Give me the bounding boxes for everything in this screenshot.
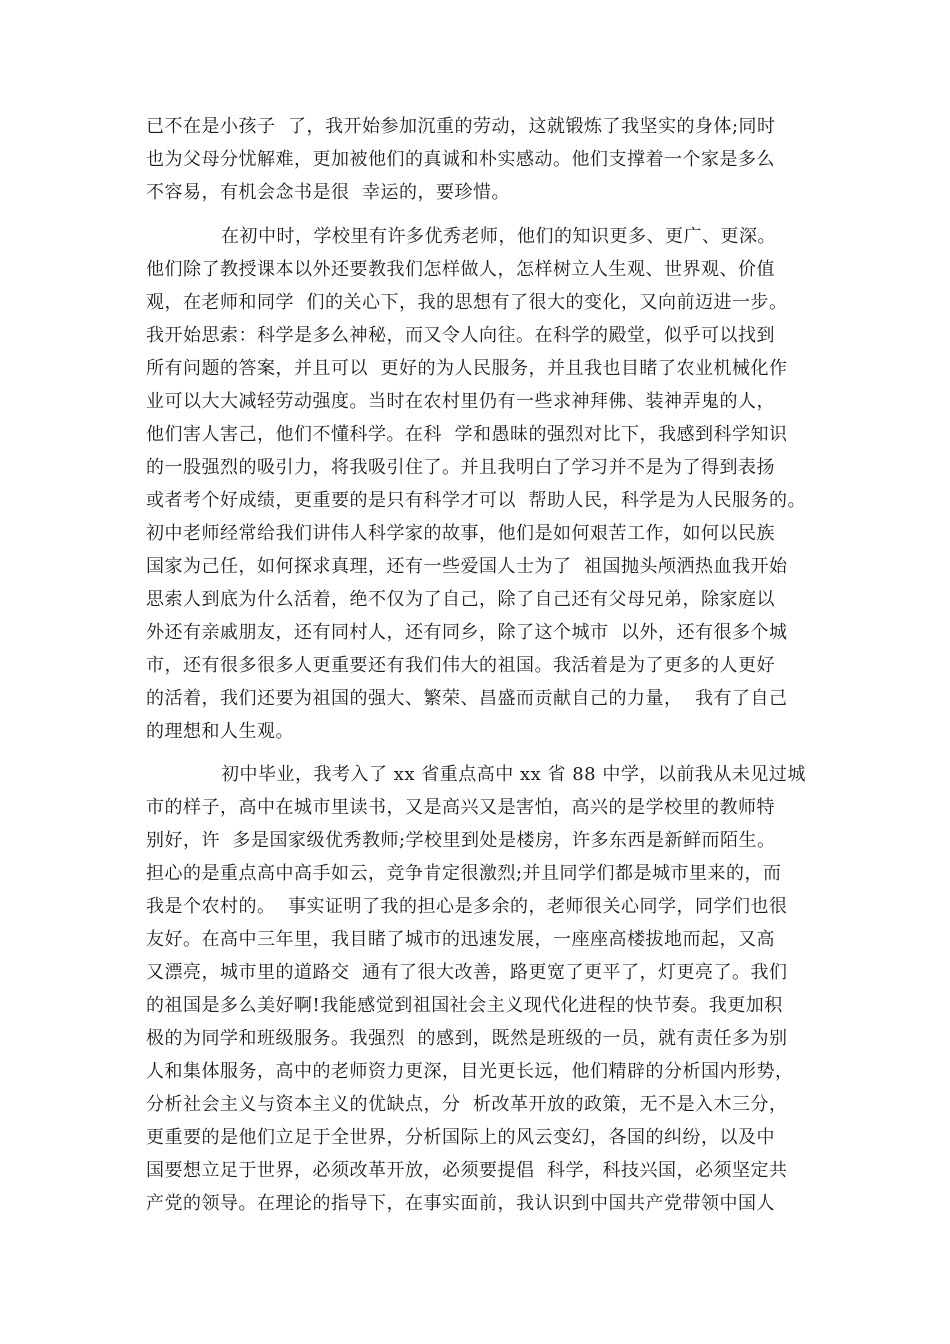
text-line: 我开始思索：科学是多么神秘，而又令人向往。在科学的殿堂，似乎可以找到 bbox=[146, 325, 775, 346]
text-line: 的理想和人生观。 bbox=[146, 721, 294, 742]
text-line: 他们除了教授课本以外还要教我们怎样做人，怎样树立人生观、世界观、价值 bbox=[146, 259, 775, 280]
text-line: 初中毕业，我考入了 xx 省重点高中 xx 省 88 中学，以前我从未见过城 bbox=[221, 764, 806, 785]
text-line: 或者考个好成绩，更重要的是只有科学才可以 帮助人民，科学是为人民服务的。 bbox=[146, 490, 806, 511]
text-line: 别好，许 多是国家级优秀教师;学校里到处是楼房，许多东西是新鲜而陌生。 bbox=[146, 830, 776, 851]
text-line: 的活着，我们还要为祖国的强大、繁荣、昌盛而贡献自己的力量， 我有了自己 bbox=[146, 688, 788, 709]
text-line: 又漂亮，城市里的道路交 通有了很大改善，路更宽了更平了，灯更亮了。我们 bbox=[146, 962, 788, 983]
text-line: 极的为同学和班级服务。我强烈 的感到，既然是班级的一员，就有责任多为别 bbox=[146, 1028, 788, 1049]
text-line: 初中老师经常给我们讲伟人科学家的故事，他们是如何艰苦工作，如何以民族 bbox=[146, 523, 775, 544]
text-line: 国要想立足于世界，必须改革开放，必须要提倡 科学，科技兴国，必须坚定共 bbox=[146, 1160, 788, 1181]
text-line: 担心的是重点高中高手如云，竞争肯定很激烈;并且同学们都是城市里来的，而 bbox=[146, 863, 782, 884]
text-line: 更重要的是他们立足于全世界，分析国际上的风云变幻，各国的纠纷，以及中 bbox=[146, 1127, 775, 1148]
text-line: 所有问题的答案，并且可以 更好的为人民服务，并且我也目睹了农业机械化作 bbox=[146, 358, 788, 379]
text-line: 市的样子，高中在城市里读书，又是高兴又是害怕，高兴的是学校里的教师特 bbox=[146, 797, 775, 818]
text-line: 我是个农村的。 事实证明了我的担心是多余的，老师很关心同学，同学们也很 bbox=[146, 896, 788, 917]
text-line: 在初中时，学校里有许多优秀老师，他们的知识更多、更广、更深。 bbox=[221, 226, 776, 247]
text-line: 他们害人害己，他们不懂科学。在科 学和愚昧的强烈对比下，我感到科学知识 bbox=[146, 424, 788, 445]
text-line: 市，还有很多很多人更重要还有我们伟大的祖国。我活着是为了更多的人更好 bbox=[146, 655, 775, 676]
text-line: 不容易，有机会念书是很 幸运的，要珍惜。 bbox=[146, 182, 510, 203]
text-line: 产党的领导。在理论的指导下，在事实面前，我认识到中国共产党带领中国人 bbox=[146, 1193, 775, 1214]
text-line: 友好。在高中三年里，我目睹了城市的迅速发展，一座座高楼拔地而起，又高 bbox=[146, 929, 775, 950]
text-line: 也为父母分忧解难，更加被他们的真诚和朴实感动。他们支撑着一个家是多么 bbox=[146, 149, 775, 170]
text-line: 业可以大大减轻劳动强度。当时在农村里仍有一些求神拜佛、装神弄鬼的人， bbox=[146, 391, 775, 412]
text-line: 的一股强烈的吸引力，将我吸引住了。并且我明白了学习并不是为了得到表扬 bbox=[146, 457, 775, 478]
text-line: 分析社会主义与资本主义的优缺点，分 析改革开放的政策，无不是入木三分， bbox=[146, 1094, 788, 1115]
text-line: 已不在是小孩子 了，我开始参加沉重的劳动，这就锻炼了我坚实的身体;同时 bbox=[146, 116, 776, 137]
text-line: 思索人到底为什么活着，绝不仅为了自己，除了自己还有父母兄弟，除家庭以 bbox=[146, 589, 775, 610]
text-line: 国家为己任，如何探求真理，还有一些爱国人士为了 祖国抛头颅洒热血我开始 bbox=[146, 556, 788, 577]
text-line: 观，在老师和同学 们的关心下，我的思想有了很大的变化，又向前迈进一步。 bbox=[146, 292, 788, 313]
text-line: 外还有亲戚朋友，还有同村人，还有同乡，除了这个城市 以外，还有很多个城 bbox=[146, 622, 788, 643]
text-line: 的祖国是多么美好啊!我能感觉到祖国社会主义现代化进程的快节奏。我更加积 bbox=[146, 995, 783, 1016]
text-line: 人和集体服务，高中的老师资力更深，目光更长远，他们精辟的分析国内形势， bbox=[146, 1061, 794, 1082]
